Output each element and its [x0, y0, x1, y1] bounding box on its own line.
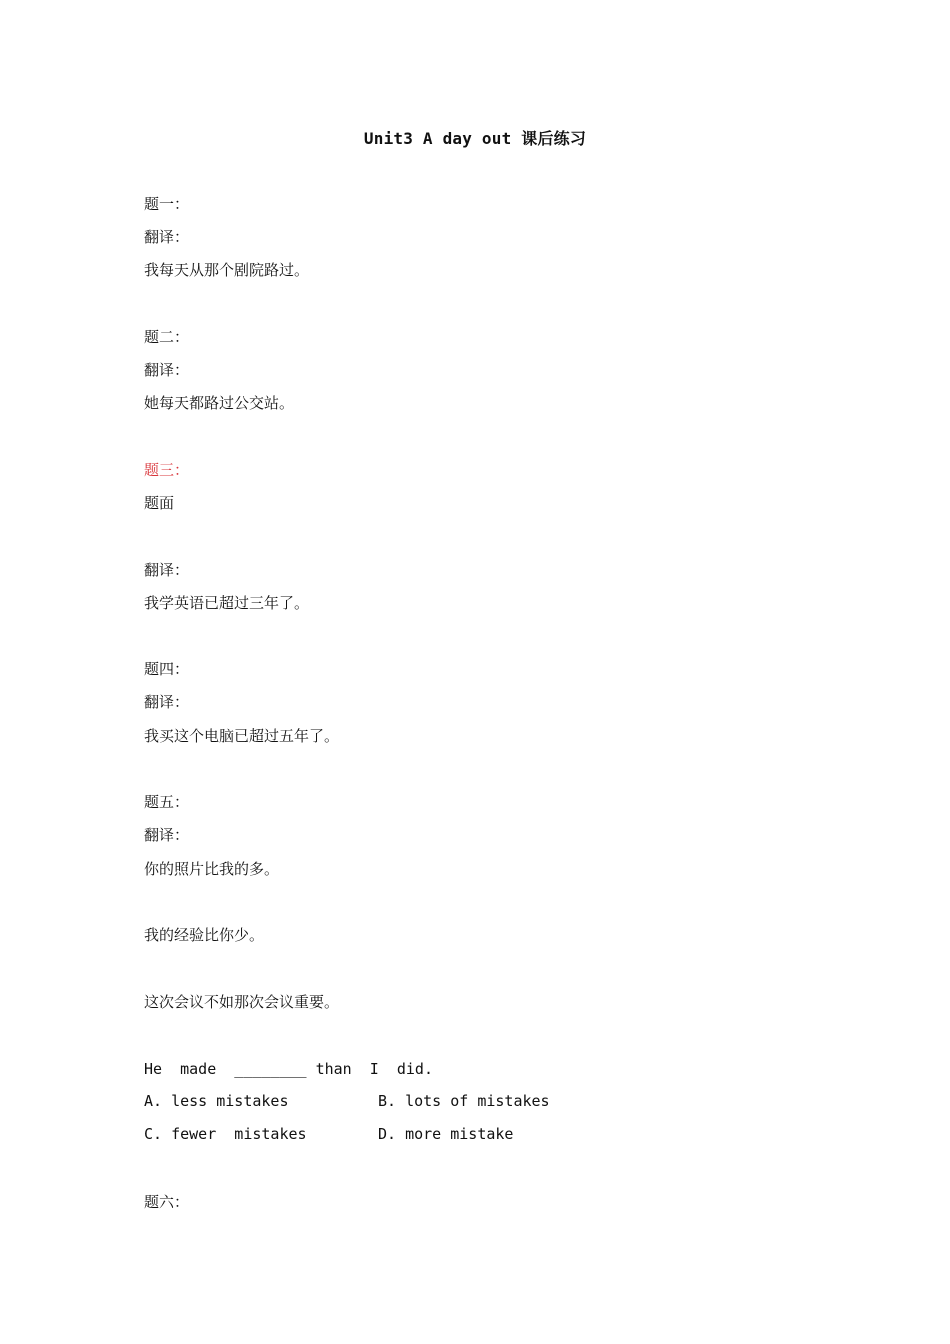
- question-3-sentence: 我学英语已超过三年了。: [144, 594, 310, 612]
- option-c: C. fewer mistakes: [144, 1125, 307, 1143]
- question-5-sentence-3: 这次会议不如那次会议重要。: [144, 993, 340, 1011]
- question-5-choice-stem: He made ________ than I did.: [144, 1060, 433, 1078]
- option-b: B. lots of mistakes: [378, 1092, 550, 1110]
- question-1-sentence: 我每天从那个剧院路过。: [144, 261, 310, 279]
- question-3-label: 题三：: [144, 461, 190, 479]
- question-4-instruction: 翻译：: [144, 693, 190, 711]
- question-5-instruction: 翻译：: [144, 826, 190, 844]
- question-5-sentence-1: 你的照片比我的多。: [144, 860, 280, 878]
- question-4-label: 题四：: [144, 660, 190, 678]
- document-title: Unit3 A day out 课后练习: [363, 129, 587, 148]
- option-a: A. less mistakes: [144, 1092, 289, 1110]
- question-5-label: 题五：: [144, 793, 190, 811]
- question-5-sentence-2: 我的经验比你少。: [144, 926, 265, 944]
- question-1-instruction: 翻译：: [144, 228, 190, 246]
- question-2-sentence: 她每天都路过公交站。: [144, 394, 295, 412]
- option-d: D. more mistake: [378, 1125, 514, 1143]
- question-1-label: 题一：: [144, 195, 190, 213]
- question-2-instruction: 翻译：: [144, 361, 190, 379]
- question-3-stem: 题面: [144, 494, 175, 512]
- question-6-label: 题六：: [144, 1193, 190, 1211]
- question-4-sentence: 我买这个电脑已超过五年了。: [144, 727, 340, 745]
- question-2-label: 题二：: [144, 328, 190, 346]
- question-3-instruction: 翻译：: [144, 561, 190, 579]
